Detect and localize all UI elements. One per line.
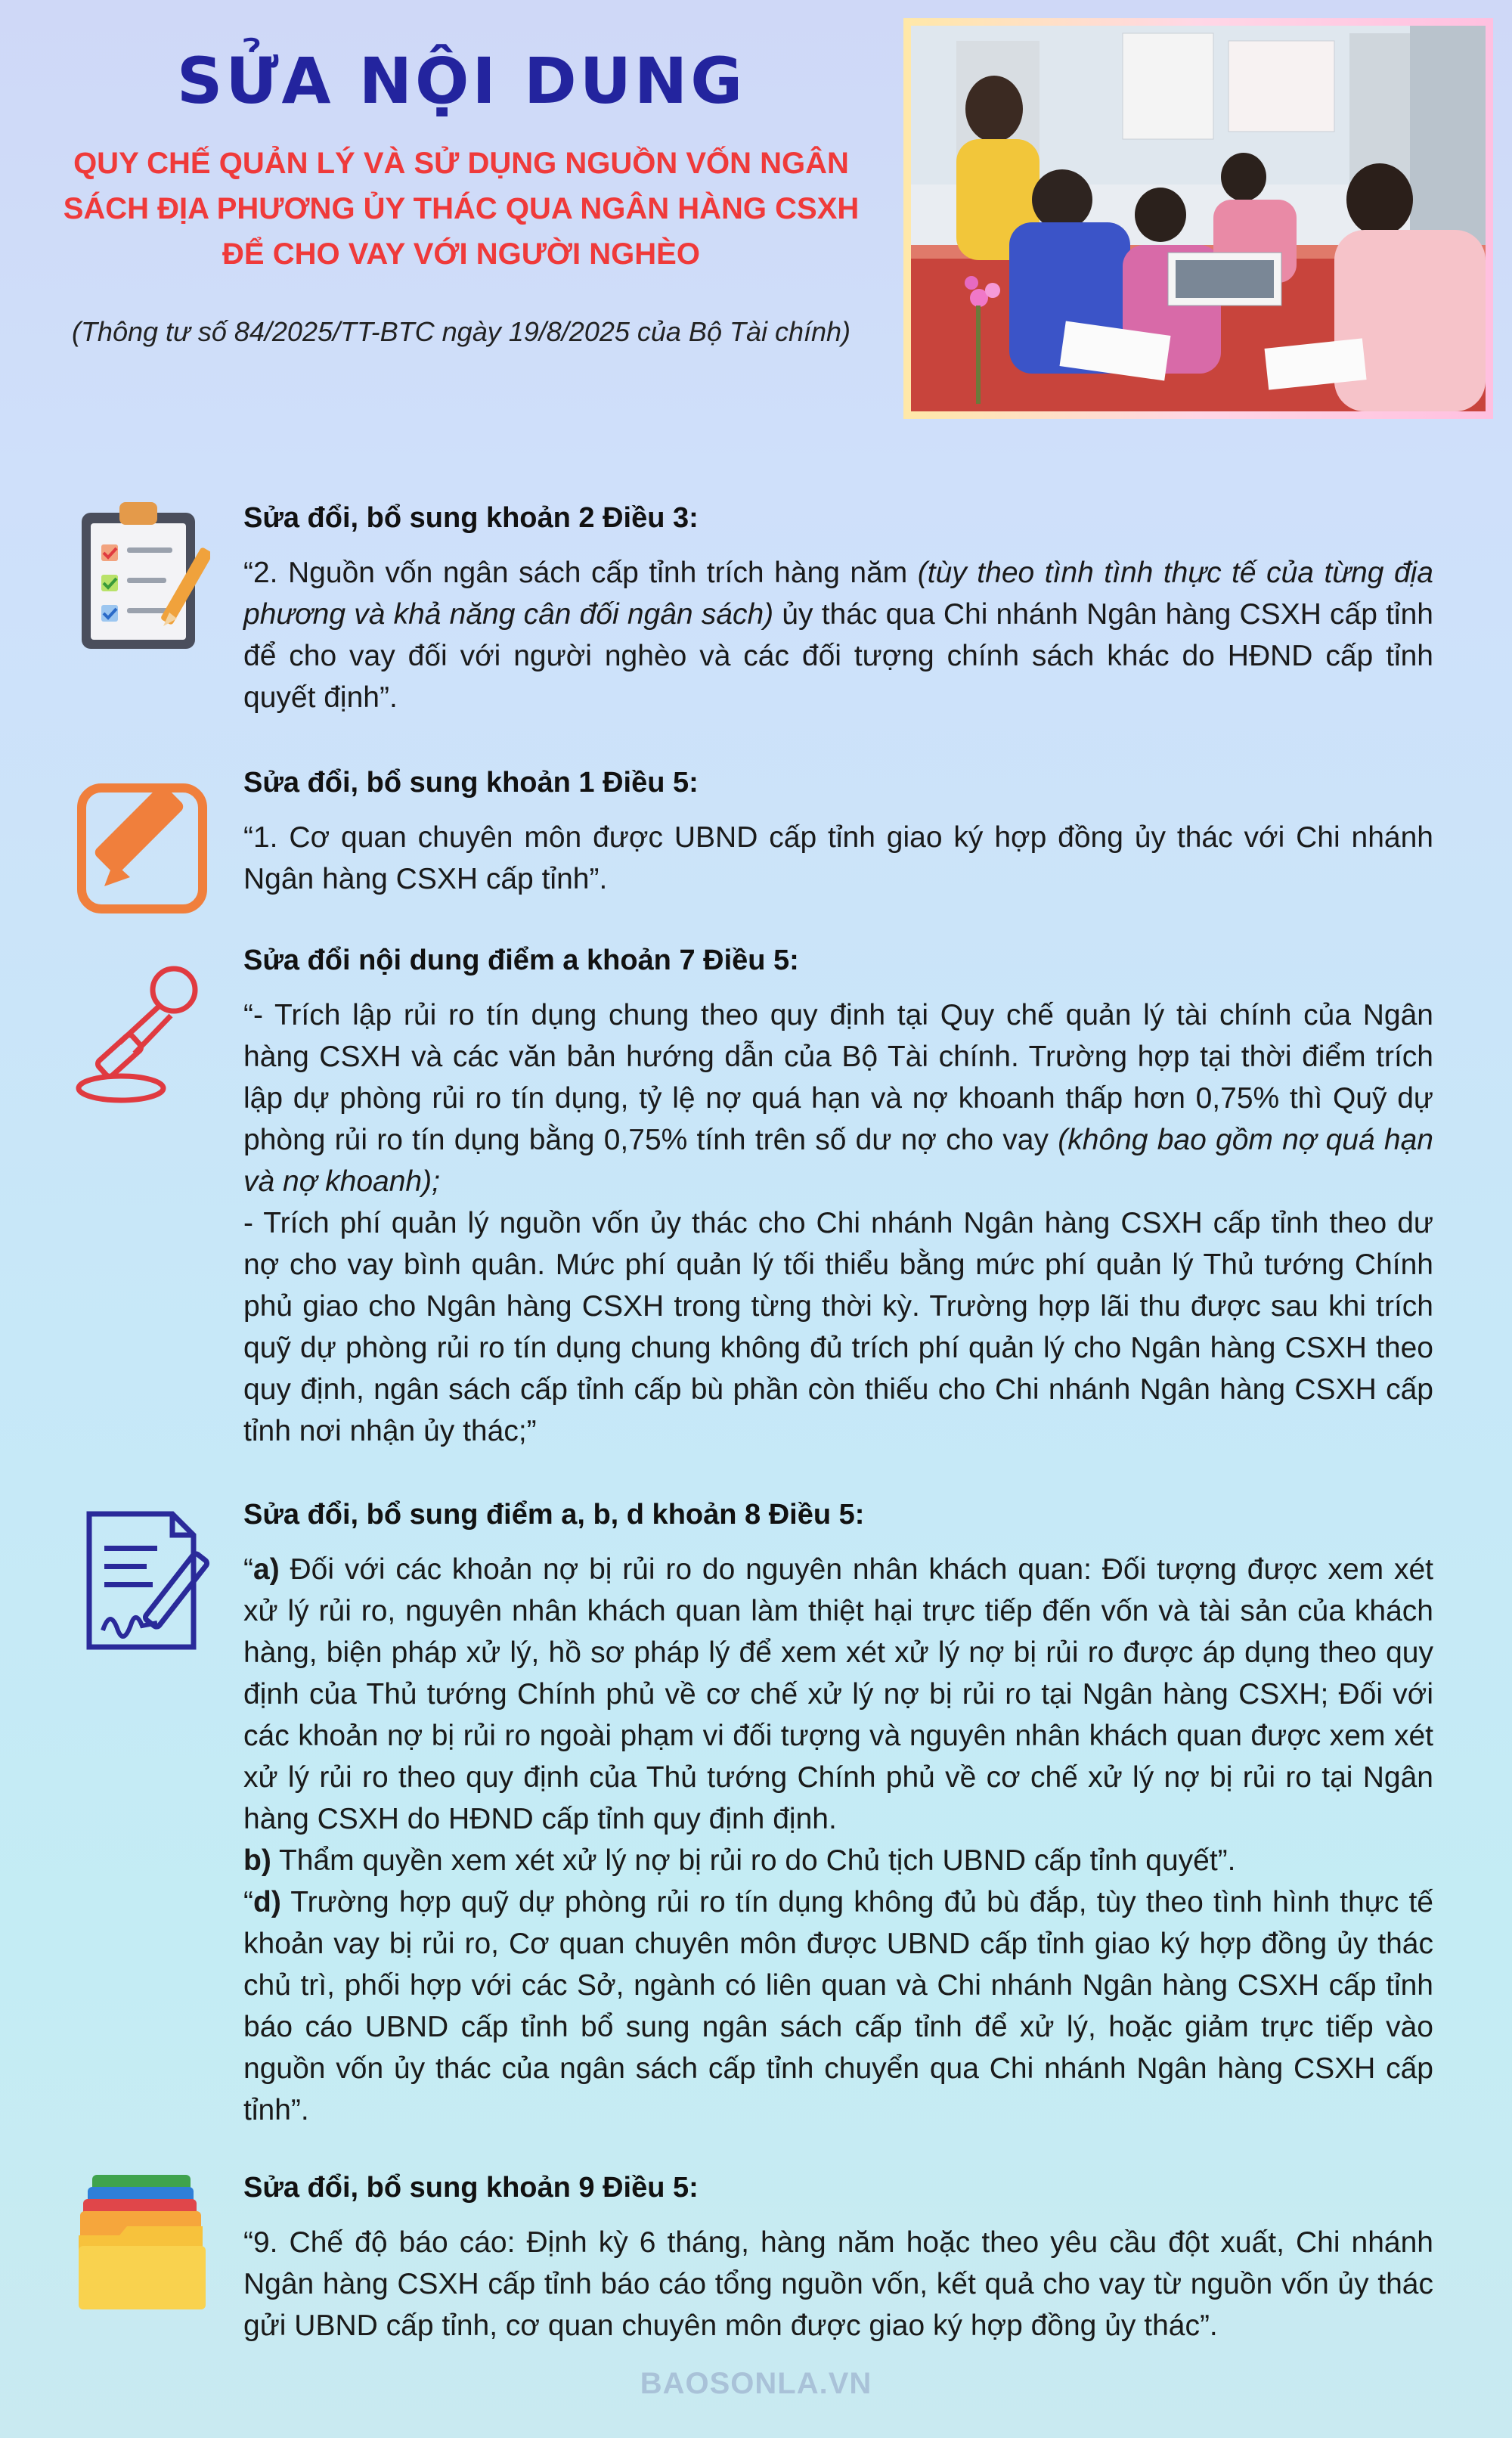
subtitle-line: SÁCH ĐỊA PHƯƠNG ỦY THÁC QUA NGÂN HÀNG CSXH — [63, 192, 860, 225]
text-run: “2. Nguồn vốn ngân sách cấp tỉnh trích hàng năm — [243, 557, 918, 589]
section-body — [243, 1496, 1433, 2131]
footer-watermark: BAOSONLA.VN — [640, 2367, 872, 2400]
text-run-italic: (không bao gồm nợ quá hạn và nợ khoanh); — [243, 1124, 1433, 1198]
page-title: SỬA NỘI DUNG — [176, 44, 746, 118]
section-text — [243, 1549, 1433, 2131]
text-run: Thẩm quyền xem xét xử lý nợ bị rủi ro do Chủ tịch UBND cấp tỉnh quyết”. — [271, 1844, 1236, 1877]
section-text: “9. Chế độ báo cáo: Định kỳ 6 tháng, hàng năm hoặc theo yêu cầu đột xuất, Chi nhánh Ngân hàng CSXH cấp tỉnh báo cáo tổng nguồn vốn, kết quả cho vay từ nguồn vốn ủy thác gửi UBND cấp tỉnh, cơ quan chuyên môn được giao ký hợp đồng ủy thác”. — [243, 2226, 1433, 2342]
section-heading: Sửa đổi, bổ sung khoản 9 Điều 5: — [243, 2172, 699, 2204]
source-citation: (Thông tư số 84/2025/TT-BTC ngày 19/8/2025 của Bộ Tài chính) — [71, 316, 851, 347]
section-text: “1. Cơ quan chuyên môn được UBND cấp tỉnh giao ký hợp đồng ủy thác với Chi nhánh Ngân hàng CSXH cấp tỉnh”. — [243, 821, 1433, 895]
section-text — [243, 994, 1433, 1452]
edit-pencil-icon — [74, 773, 210, 924]
section-heading: Sửa đổi, bổ sung khoản 2 Điều 3: — [243, 502, 699, 534]
section-heading: Sửa đổi nội dung điểm a khoản 7 Điều 5: — [243, 944, 799, 976]
subtitle-line: QUY CHẾ QUẢN LÝ VÀ SỬ DỤNG NGUỒN VỐN NGÂN — [73, 147, 849, 180]
text-run: Trường hợp quỹ dự phòng rủi ro tín dụng không đủ bù đắp, tùy theo tình hình thực tế khoản vay bị rủi ro, Cơ quan chuyên môn được UBND cấp tỉnh giao ký hợp đồng ủy thác chủ trì, phối hợp với các Sở, ngành có liên quan và Chi nhánh Ngân hàng CSXH cấp tỉnh báo cáo UBND cấp tỉnh bổ sung ngân sách cấp tỉnh để xử lý, hoặc giảm trực tiếp vào nguồn vốn ủy thác của ngân sách cấp tỉnh chuyển qua Chi nhánh Ngân hàng CSXH cấp tỉnh”. — [243, 1886, 1433, 2126]
item-label: d) — [253, 1886, 281, 1918]
stamp-icon — [74, 955, 210, 1106]
section-body — [243, 499, 1433, 718]
subtitle-line: ĐỂ CHO VAY VỚI NGƯỜI NGHÈO — [222, 237, 700, 271]
item-label: b) — [243, 1844, 271, 1877]
text-run: - Trích phí quản lý nguồn vốn ủy thác cho Chi nhánh Ngân hàng CSXH cấp tỉnh theo dư nợ cho vay bình quân. Mức phí quản lý tối thiểu bằng mức phí quản lý Thủ tướng Chính phủ giao cho Ngân hàng CSXH trong từng thời kỳ. Trường hợp lãi thu được sau khi trích quỹ dự phòng rủi ro tín dụng chung không đủ trích phí quản lý cho Ngân hàng CSXH theo quy định, ngân sách cấp tỉnh cấp bù phần còn thiếu cho Chi nhánh Ngân hàng CSXH cấp tỉnh nơi nhận ủy thác;” — [243, 1207, 1433, 1447]
section-body — [243, 764, 1433, 900]
text-run: “ — [243, 1886, 253, 1918]
header-photo-frame — [903, 18, 1493, 419]
section-body — [243, 941, 1433, 1452]
text-run: Đối với các khoản nợ bị rủi ro do nguyên nhân khách quan: Đối tượng được xem xét xử lý rủi ro, nguyên nhân khách quan làm thiệt hại trực tiếp đến vốn và tài sản của khách hàng, biện pháp xử lý, hồ sơ pháp lý để xem xét xử lý nợ bị rủi ro được áp dụng theo quy định của Thủ tướng Chính phủ về cơ chế xử lý nợ bị rủi ro tại Ngân hàng CSXH; Đối với các khoản nợ bị rủi ro ngoài phạm vi đối tượng và nguyên nhân khách quan được xem xét xử lý rủi ro theo quy định của Thủ tướng Chính phủ về cơ chế xử lý nợ bị rủi ro tại Ngân hàng CSXH do HĐND cấp tỉnh quy định định. — [243, 1553, 1433, 1835]
text-run: ủy thác qua Chi nhánh Ngân hàng CSXH cấp tỉnh để cho vay đối với người nghèo và các đối tượng chính sách khác do HĐND cấp tỉnh quyết định”. — [243, 598, 1433, 714]
text-run: “- Trích lập rủi ro tín dụng chung theo quy định tại Quy chế quản lý tài chính của Ngân hàng CSXH và các văn bản hướng dẫn của Bộ Tài chính. Trường hợp tại thời điểm trích lập dự phòng rủi ro tín dụng, tỷ lệ nợ quá hạn và nợ khoanh thấp hơn 0,75% thì Quỹ dự phòng rủi ro tín dụng bằng 0,75% tính trên số dư nợ cho vay — [243, 999, 1433, 1156]
bank-office-photo — [911, 26, 1486, 411]
section-heading: Sửa đổi, bổ sung điểm a, b, d khoản 8 Điều 5: — [243, 1499, 865, 1531]
header — [15, 38, 907, 348]
folders-icon — [74, 2170, 210, 2322]
page-subtitle — [15, 141, 907, 277]
text-run: “ — [243, 1553, 253, 1586]
checklist-clipboard-icon — [74, 499, 210, 650]
text-run-italic: (tùy theo tình tình thực tế của từng địa phương và khả năng cân đối ngân sách) — [243, 557, 1433, 631]
section-body — [243, 2169, 1433, 2346]
section-text — [243, 552, 1433, 718]
item-label: a) — [253, 1553, 280, 1586]
document-signature-icon — [74, 1503, 210, 1655]
section-heading: Sửa đổi, bổ sung khoản 1 Điều 5: — [243, 767, 699, 799]
